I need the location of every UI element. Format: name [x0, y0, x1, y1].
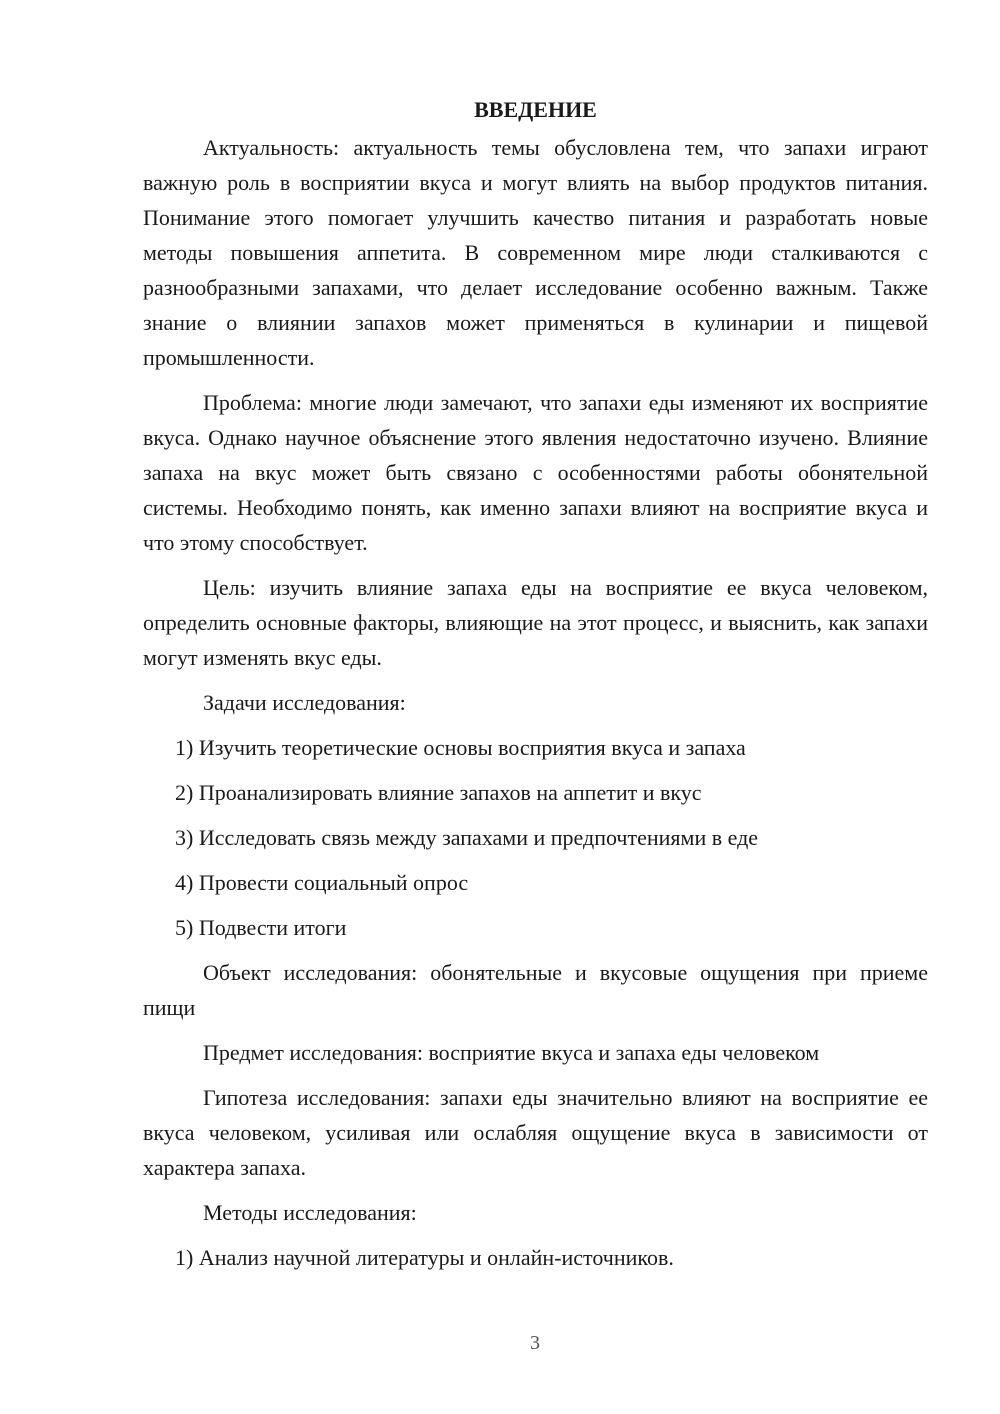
tasks-list — [143, 730, 928, 945]
list-item: 1) Анализ научной литературы и онлайн-источников. — [175, 1245, 674, 1270]
problem-paragraph: Проблема: многие люди замечают, что запахи еды изменяют их восприятие вкуса. Однако научное объяснение этого явления недостаточно изучено. Влияние запаха на вкус может быть связано с особенностями работы обонятельной системы. Необходимо понять, как именно запахи влияют на восприятие вкуса и что этому способствует. — [143, 390, 928, 555]
relevance-paragraph: Актуальность: актуальность темы обусловлена тем, что запахи играют важную роль в восприятии вкуса и могут влиять на выбор продуктов питания. Понимание этого помогает улучшить качество питания и разработать новые методы повышения аппетита. В современном мире люди сталкиваются с разнообразными запахами, что делает исследование особенно важным. Также знание о влиянии запахов может применяться в кулинарии и пищевой промышленности. — [143, 135, 928, 370]
object-paragraph: Объект исследования: обонятельные и вкусовые ощущения при приеме пищи — [143, 960, 928, 1020]
list-item: 4) Провести социальный опрос — [175, 870, 469, 895]
hypothesis-paragraph: Гипотеза исследования: запахи еды значительно влияют на восприятие ее вкуса человеком, усиливая или ослабляя ощущение вкуса в зависимости от характера запаха. — [143, 1085, 928, 1180]
page-number: 3 — [530, 1332, 540, 1354]
goal-paragraph: Цель: изучить влияние запаха еды на восприятие ее вкуса человеком, определить основные факторы, влияющие на этот процесс, и выяснить, как запахи могут изменять вкус еды. — [143, 575, 928, 670]
list-item: 5) Подвести итоги — [175, 915, 347, 940]
methods-heading: Методы исследования: — [203, 1200, 417, 1225]
list-item: 3) Исследовать связь между запахами и предпочтениями в еде — [175, 825, 759, 850]
document-page — [143, 92, 928, 1285]
document-title: ВВЕДЕНИЕ — [474, 97, 597, 122]
methods-list — [143, 1240, 928, 1275]
list-item: 2) Проанализировать влияние запахов на аппетит и вкус — [175, 780, 702, 805]
subject-paragraph: Предмет исследования: восприятие вкуса и запаха еды человеком — [203, 1040, 820, 1065]
list-item: 1) Изучить теоретические основы восприятия вкуса и запаха — [175, 735, 746, 760]
tasks-heading: Задачи исследования: — [203, 690, 406, 715]
